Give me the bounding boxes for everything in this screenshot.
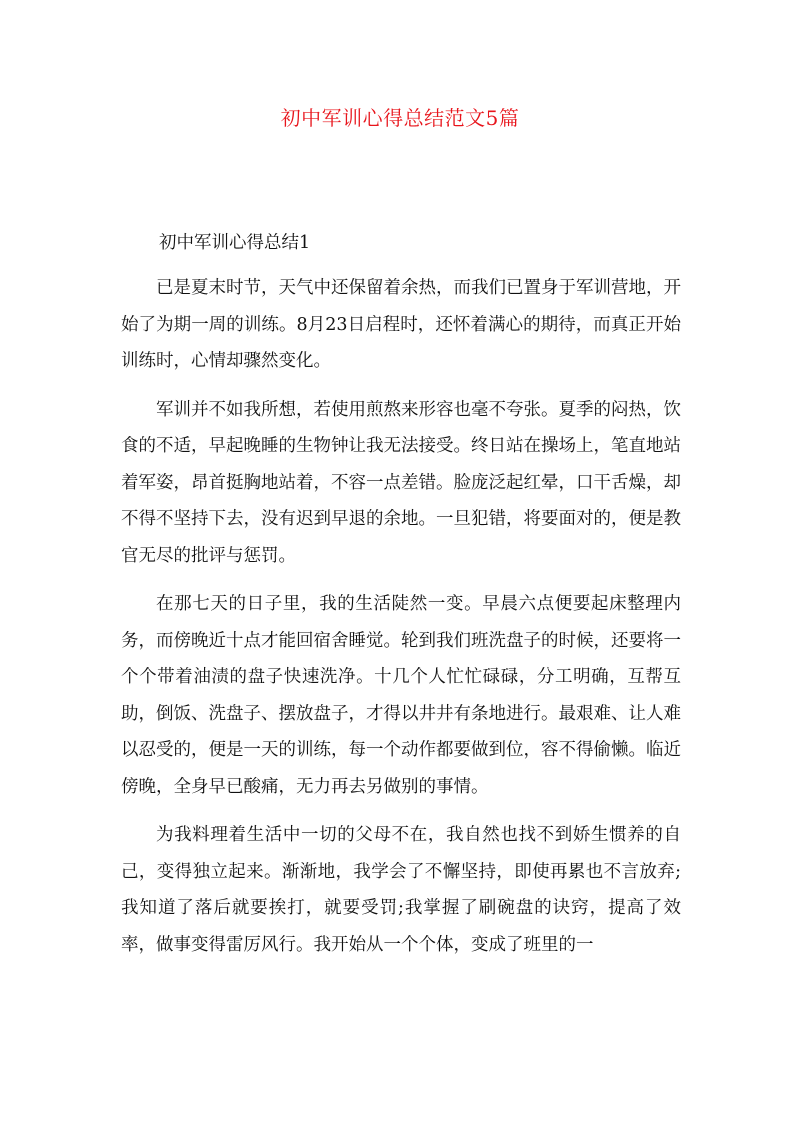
section-heading: 初中军训心得总结1 xyxy=(159,233,311,253)
paragraph-4: 为我料理着生活中一切的父母不在，我自然也找不到娇生惯养的自己，变得独立起来。渐渐地，我学会了不懈坚持，即使再累也不言放弃;我知道了落后就要挨打，就要受罚;我掌握了刷碗盘的诀窍，提高了效率，做事变得雷厉风行。我开始从一个个体，变成了班里的一 xyxy=(121,825,681,955)
document-body xyxy=(121,228,681,975)
paragraph-2: 军训并不如我所想，若使用煎熬来形容也毫不夸张。夏季的闷热，饮食的不适，早起晚睡的生物钟让我无法接受。终日站在操场上，笔直地站着军姿，昂首挺胸地站着，不容一点差错。脸庞泛起红晕，口干舌燥，却不得不坚持下去，没有迟到早退的余地。一旦犯错，将要面对的，便是教官无尽的批评与惩罚。 xyxy=(121,399,681,566)
paragraph-1: 已是夏末时节，天气中还保留着余热，而我们已置身于军训营地，开始了为期一周的训练。8月23日启程时，还怀着满心的期待，而真正开始训练时，心情却骤然变化。 xyxy=(121,278,681,371)
paragraph-3: 在那七天的日子里，我的生活陡然一变。早晨六点便要起床整理内务，而傍晚近十点才能回宿舍睡觉。轮到我们班洗盘子的时候，还要将一个个带着油渍的盘子快速洗净。十几个人忙忙碌碌，分工明确，互帮互助，倒饭、洗盘子、摆放盘子，才得以井井有条地进行。最艰难、让人难以忍受的，便是一天的训练，每一个动作都要做到位，容不得偷懒。临近傍晚，全身早已酸痛，无力再去另做别的事情。 xyxy=(121,594,681,797)
document-title: 初中军训心得总结范文5篇 xyxy=(280,106,520,130)
